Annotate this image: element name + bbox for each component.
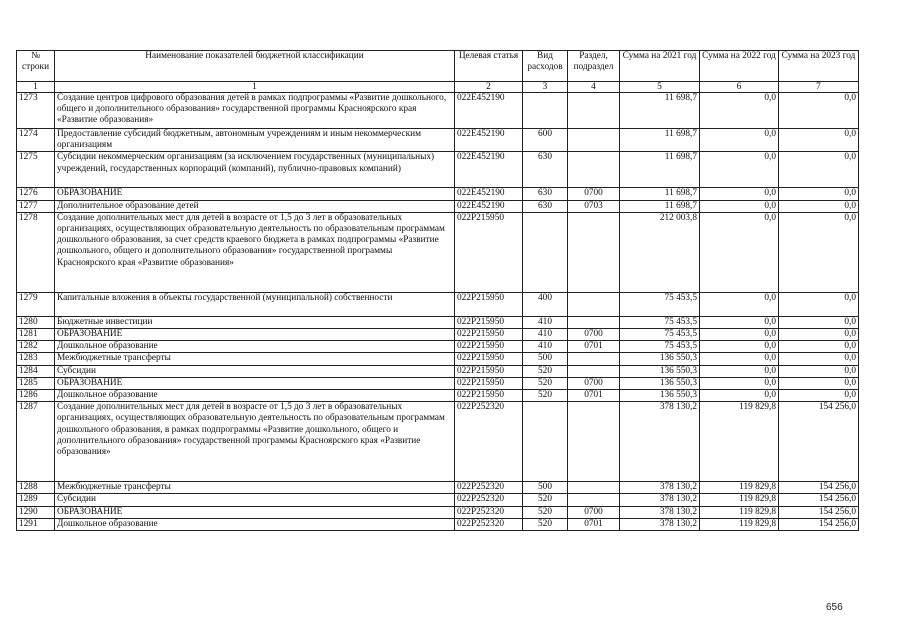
row-sum-2022: 0,0 xyxy=(700,129,779,152)
row-sum-2021: 75 453,5 xyxy=(620,292,700,316)
row-kind: 410 xyxy=(523,329,568,341)
row-section: 0701 xyxy=(568,341,620,353)
row-sum-2023: 0,0 xyxy=(779,292,859,316)
header-num: № строки xyxy=(17,51,55,82)
row-sum-2022: 0,0 xyxy=(700,93,779,129)
row-sum-2023: 154 256,0 xyxy=(779,506,859,518)
row-sum-2021: 378 130,2 xyxy=(620,494,700,506)
row-kind xyxy=(523,212,568,292)
row-target: 022E452190 xyxy=(455,200,523,212)
row-name: ОБРАЗОВАНИЕ xyxy=(55,506,455,518)
table-row xyxy=(17,200,859,212)
row-sum-2023: 0,0 xyxy=(779,365,859,377)
row-kind xyxy=(523,93,568,129)
row-target: 022E452190 xyxy=(455,129,523,152)
row-number: 1288 xyxy=(17,482,55,494)
row-sum-2023: 0,0 xyxy=(779,129,859,152)
row-section: 0700 xyxy=(568,506,620,518)
row-sum-2022: 0,0 xyxy=(700,292,779,316)
row-number: 1283 xyxy=(17,353,55,365)
row-number: 1284 xyxy=(17,365,55,377)
row-name: Дошкольное образование xyxy=(55,341,455,353)
row-section xyxy=(568,129,620,152)
row-name: Дошкольное образование xyxy=(55,390,455,402)
row-kind: 500 xyxy=(523,482,568,494)
column-number-row xyxy=(17,82,859,93)
row-section: 0701 xyxy=(568,518,620,530)
table-row xyxy=(17,390,859,402)
row-sum-2023: 0,0 xyxy=(779,329,859,341)
row-section xyxy=(568,402,620,482)
row-target: 022P215950 xyxy=(455,292,523,316)
row-number: 1289 xyxy=(17,494,55,506)
row-sum-2023: 154 256,0 xyxy=(779,482,859,494)
row-sum-2021: 136 550,3 xyxy=(620,377,700,389)
row-sum-2021: 75 453,5 xyxy=(620,329,700,341)
row-target: 022P252320 xyxy=(455,494,523,506)
row-sum-2022: 0,0 xyxy=(700,390,779,402)
row-sum-2022: 119 829,8 xyxy=(700,482,779,494)
row-name: Межбюджетные трансферты xyxy=(55,482,455,494)
row-section xyxy=(568,365,620,377)
row-sum-2021: 11 698,7 xyxy=(620,188,700,200)
row-name: Создание дополнительных мест для детей в возрасте от 1,5 до 3 лет в образовательных организациях, осуществляющих образовательную деятельность по образовательным программам дошкольного образования, в рамках подпрограммы «Развитие дошкольного, общего и дополнительного образования» государственной программы Красноярского края «Развитие образования» xyxy=(55,402,455,482)
row-name: Предоставление субсидий бюджетным, автономным учреждениям и иным некоммерческим организациям xyxy=(55,129,455,152)
row-sum-2022: 0,0 xyxy=(700,188,779,200)
row-sum-2021: 75 453,5 xyxy=(620,341,700,353)
row-kind: 520 xyxy=(523,390,568,402)
row-sum-2023: 0,0 xyxy=(779,353,859,365)
column-number: 3 xyxy=(523,82,568,93)
row-sum-2021: 378 130,2 xyxy=(620,518,700,530)
row-name: Субсидии xyxy=(55,365,455,377)
row-sum-2023: 0,0 xyxy=(779,316,859,328)
row-section: 0700 xyxy=(568,329,620,341)
row-target: 022P215950 xyxy=(455,341,523,353)
table-row xyxy=(17,353,859,365)
column-number: 5 xyxy=(620,82,700,93)
row-target: 022P252320 xyxy=(455,402,523,482)
row-number: 1285 xyxy=(17,377,55,389)
row-section xyxy=(568,482,620,494)
table-row xyxy=(17,518,859,530)
row-section xyxy=(568,353,620,365)
row-sum-2022: 119 829,8 xyxy=(700,402,779,482)
row-name: ОБРАЗОВАНИЕ xyxy=(55,377,455,389)
row-section xyxy=(568,494,620,506)
row-sum-2021: 75 453,5 xyxy=(620,316,700,328)
row-number: 1277 xyxy=(17,200,55,212)
row-sum-2022: 119 829,8 xyxy=(700,506,779,518)
row-section xyxy=(568,152,620,188)
header-sum-2021: Сумма на 2021 год xyxy=(620,51,700,82)
column-number: 1 xyxy=(55,82,455,93)
row-kind: 520 xyxy=(523,377,568,389)
table-row xyxy=(17,152,859,188)
row-number: 1287 xyxy=(17,402,55,482)
table-body xyxy=(17,93,859,531)
table-row xyxy=(17,292,859,316)
row-target: 022P215950 xyxy=(455,212,523,292)
row-kind: 520 xyxy=(523,518,568,530)
column-number: 7 xyxy=(779,82,859,93)
row-name: Создание дополнительных мест для детей в возрасте от 1,5 до 3 лет в образовательных организациях, осуществляющих образовательную деятельность по образовательным программам дошкольного образования, за счет средств краевого бюджета в рамках подпрограммы «Развитие дошкольного, общего и дополнительного образования» государственной программы Красноярского края «Развитие образования» xyxy=(55,212,455,292)
row-sum-2022: 0,0 xyxy=(700,316,779,328)
row-name: Межбюджетные трансферты xyxy=(55,353,455,365)
row-kind: 410 xyxy=(523,316,568,328)
row-section: 0701 xyxy=(568,390,620,402)
table-row xyxy=(17,377,859,389)
row-sum-2023: 0,0 xyxy=(779,212,859,292)
row-sum-2021: 378 130,2 xyxy=(620,402,700,482)
row-sum-2022: 0,0 xyxy=(700,341,779,353)
row-name: Создание центров цифрового образования детей в рамках подпрограммы «Развитие дошкольного, общего и дополнительного образования» государственной программы Красноярского края «Развитие образования» xyxy=(55,93,455,129)
row-sum-2022: 0,0 xyxy=(700,212,779,292)
row-section xyxy=(568,93,620,129)
table-row xyxy=(17,482,859,494)
row-kind: 630 xyxy=(523,152,568,188)
row-sum-2021: 11 698,7 xyxy=(620,93,700,129)
row-kind: 520 xyxy=(523,365,568,377)
row-sum-2023: 0,0 xyxy=(779,200,859,212)
row-sum-2022: 0,0 xyxy=(700,152,779,188)
column-number: 1 xyxy=(17,82,55,93)
row-target: 022E452190 xyxy=(455,152,523,188)
row-sum-2022: 0,0 xyxy=(700,200,779,212)
table-row xyxy=(17,365,859,377)
row-kind: 500 xyxy=(523,353,568,365)
row-sum-2022: 0,0 xyxy=(700,329,779,341)
row-number: 1278 xyxy=(17,212,55,292)
row-kind: 400 xyxy=(523,292,568,316)
row-sum-2023: 154 256,0 xyxy=(779,402,859,482)
row-section xyxy=(568,292,620,316)
header-name: Наименование показателей бюджетной классификации xyxy=(55,51,455,82)
row-number: 1276 xyxy=(17,188,55,200)
row-number: 1290 xyxy=(17,506,55,518)
column-number: 2 xyxy=(455,82,523,93)
row-sum-2021: 11 698,7 xyxy=(620,129,700,152)
row-sum-2021: 378 130,2 xyxy=(620,506,700,518)
row-sum-2023: 154 256,0 xyxy=(779,494,859,506)
row-sum-2023: 0,0 xyxy=(779,377,859,389)
row-sum-2023: 0,0 xyxy=(779,188,859,200)
row-sum-2023: 0,0 xyxy=(779,152,859,188)
header-kind: Вид расходов xyxy=(523,51,568,82)
page-number: 656 xyxy=(826,602,843,613)
row-kind: 520 xyxy=(523,506,568,518)
row-sum-2021: 212 003,8 xyxy=(620,212,700,292)
row-target: 022P215950 xyxy=(455,390,523,402)
row-number: 1273 xyxy=(17,93,55,129)
row-sum-2023: 154 256,0 xyxy=(779,518,859,530)
row-name: Субсидии некоммерческим организациям (за исключением государственных (муниципальных) учреждений, государственных корпораций (компаний), публично-правовых компаний) xyxy=(55,152,455,188)
row-section xyxy=(568,212,620,292)
row-sum-2022: 119 829,8 xyxy=(700,494,779,506)
header-section: Раздел, подраздел xyxy=(568,51,620,82)
row-number: 1279 xyxy=(17,292,55,316)
row-number: 1275 xyxy=(17,152,55,188)
row-sum-2023: 0,0 xyxy=(779,390,859,402)
row-section: 0700 xyxy=(568,377,620,389)
row-sum-2021: 378 130,2 xyxy=(620,482,700,494)
table-row xyxy=(17,402,859,482)
header-sum-2022: Сумма на 2022 год xyxy=(700,51,779,82)
header-row xyxy=(17,51,859,82)
row-target: 022E452190 xyxy=(455,188,523,200)
row-name: ОБРАЗОВАНИЕ xyxy=(55,329,455,341)
row-target: 022E452190 xyxy=(455,93,523,129)
row-section: 0703 xyxy=(568,200,620,212)
row-target: 022P215950 xyxy=(455,316,523,328)
row-number: 1274 xyxy=(17,129,55,152)
row-kind: 520 xyxy=(523,494,568,506)
row-section: 0700 xyxy=(568,188,620,200)
row-sum-2022: 0,0 xyxy=(700,353,779,365)
row-target: 022P215950 xyxy=(455,365,523,377)
table-row xyxy=(17,506,859,518)
row-target: 022P215950 xyxy=(455,377,523,389)
row-sum-2023: 0,0 xyxy=(779,93,859,129)
header-target: Целевая статья xyxy=(455,51,523,82)
table-row xyxy=(17,212,859,292)
table-row xyxy=(17,93,859,129)
row-target: 022P215950 xyxy=(455,353,523,365)
row-name: ОБРАЗОВАНИЕ xyxy=(55,188,455,200)
row-kind: 630 xyxy=(523,200,568,212)
row-number: 1281 xyxy=(17,329,55,341)
table-row xyxy=(17,329,859,341)
row-sum-2022: 0,0 xyxy=(700,365,779,377)
row-sum-2023: 0,0 xyxy=(779,341,859,353)
row-sum-2021: 136 550,3 xyxy=(620,353,700,365)
row-name: Бюджетные инвестиции xyxy=(55,316,455,328)
column-number: 6 xyxy=(700,82,779,93)
row-sum-2022: 0,0 xyxy=(700,377,779,389)
row-number: 1280 xyxy=(17,316,55,328)
row-sum-2021: 136 550,3 xyxy=(620,390,700,402)
row-target: 022P252320 xyxy=(455,506,523,518)
row-target: 022P252320 xyxy=(455,482,523,494)
row-name: Дополнительное образование детей xyxy=(55,200,455,212)
row-name: Капитальные вложения в объекты государственной (муниципальной) собственности xyxy=(55,292,455,316)
row-name: Субсидии xyxy=(55,494,455,506)
row-kind: 410 xyxy=(523,341,568,353)
table-row xyxy=(17,341,859,353)
column-number: 4 xyxy=(568,82,620,93)
row-name: Дошкольное образование xyxy=(55,518,455,530)
row-kind: 600 xyxy=(523,129,568,152)
row-kind: 630 xyxy=(523,188,568,200)
row-target: 022P215950 xyxy=(455,329,523,341)
row-target: 022P252320 xyxy=(455,518,523,530)
header-sum-2023: Сумма на 2023 год xyxy=(779,51,859,82)
row-sum-2021: 11 698,7 xyxy=(620,152,700,188)
row-number: 1282 xyxy=(17,341,55,353)
table-row xyxy=(17,188,859,200)
table-row xyxy=(17,494,859,506)
table-row xyxy=(17,129,859,152)
row-number: 1291 xyxy=(17,518,55,530)
row-number: 1286 xyxy=(17,390,55,402)
row-sum-2021: 11 698,7 xyxy=(620,200,700,212)
row-section xyxy=(568,316,620,328)
row-sum-2021: 136 550,3 xyxy=(620,365,700,377)
table-row xyxy=(17,316,859,328)
budget-table xyxy=(16,50,859,531)
row-kind xyxy=(523,402,568,482)
row-sum-2022: 119 829,8 xyxy=(700,518,779,530)
